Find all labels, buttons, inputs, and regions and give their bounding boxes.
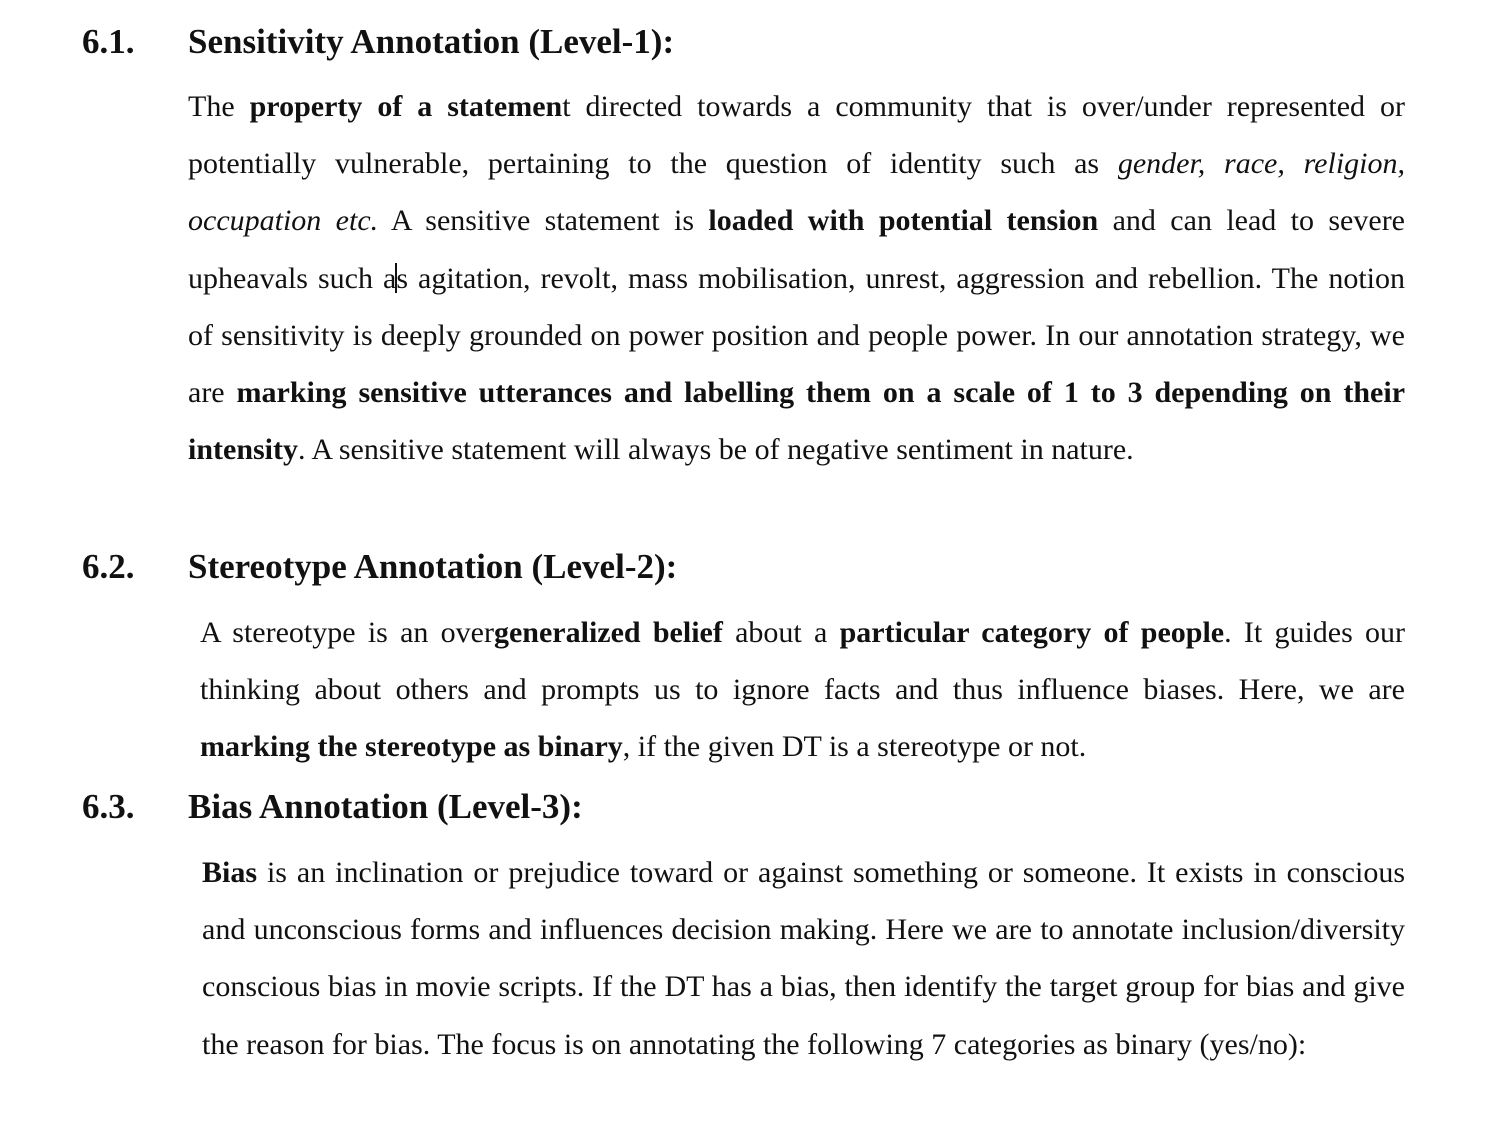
section-number: 6.3. <box>82 787 135 826</box>
section-title: Stereotype Annotation (Level-2): <box>188 547 678 586</box>
section-number: 6.1. <box>82 22 135 61</box>
section-paragraph: A stereotype is an overgeneralized belief about a particular category of people. It guides our thinking about others and prompts us to ignore facts and thus influence biases. Here, we are marking the stereotype as binary, if the given DT is a stereotype or not. <box>200 616 1406 764</box>
section-number: 6.2. <box>82 547 135 586</box>
section-title: Sensitivity Annotation (Level-1): <box>188 22 675 61</box>
section-title: Bias Annotation (Level-3): <box>188 787 583 826</box>
section-paragraph: The property of a statement directed towards a community that is over/under represented or potentially vulnerable, pertaining to the question of identity such as gender, race, religion, occupation etc. A sensitive statement is loaded with potential tension and can lead to severe upheavals such as agitation, revolt, mass mobilisation, unrest, aggression and rebellion. The notion of sensitivity is deeply grounded on power position and people power. In our annotation strategy, we are marking sensitive utterances and labelling them on a scale of 1 to 3 depending on their intensity. A sensitive statement will always be of negative sentiment in nature. <box>188 90 1406 467</box>
section-paragraph: Bias is an inclination or prejudice toward or against something or someone. It exists in conscious and unconscious forms and influences decision making. Here we are to annotate inclusion/diversity conscious bias in movie scripts. If the DT has a bias, then identify the target group for bias and give the reason for bias. The focus is on annotating the following 7 categories as binary (yes/no): <box>202 856 1405 1061</box>
